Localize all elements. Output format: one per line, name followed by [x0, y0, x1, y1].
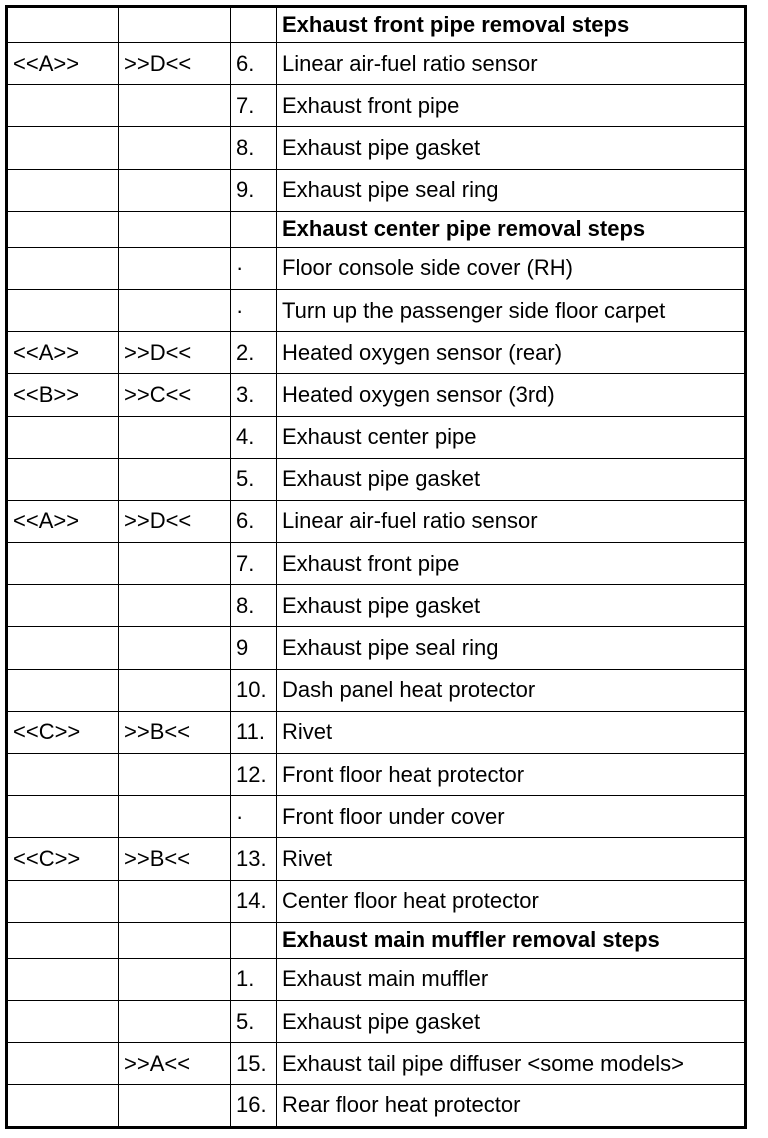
- step-number-cell: 10.: [231, 669, 277, 711]
- section-title: Exhaust center pipe removal steps: [277, 211, 746, 247]
- step-number-cell: 7.: [231, 543, 277, 585]
- table-row: [7, 1000, 746, 1042]
- section-title: Exhaust main muffler removal steps: [277, 922, 746, 958]
- table-row: [7, 711, 746, 753]
- step-description-cell: Dash panel heat protector: [277, 669, 746, 711]
- table-row: [7, 838, 746, 880]
- table-row: [7, 543, 746, 585]
- removal-ref-cell: [7, 1085, 119, 1127]
- table-row: [7, 169, 746, 211]
- removal-ref-cell: [7, 796, 119, 838]
- step-number-cell: [231, 7, 277, 43]
- table-row: [7, 585, 746, 627]
- step-description-cell: Exhaust pipe gasket: [277, 1000, 746, 1042]
- removal-ref-cell: [7, 127, 119, 169]
- step-description-cell: Rivet: [277, 838, 746, 880]
- removal-ref-cell: <<B>>: [7, 374, 119, 416]
- removal-ref-cell: <<A>>: [7, 43, 119, 85]
- step-description-cell: Linear air-fuel ratio sensor: [277, 500, 746, 542]
- step-number-cell: 5.: [231, 458, 277, 500]
- install-ref-cell: >>D<<: [119, 500, 231, 542]
- install-ref-cell: [119, 85, 231, 127]
- step-number-cell: 11.: [231, 711, 277, 753]
- step-number-cell: 2.: [231, 332, 277, 374]
- table-row: [7, 127, 746, 169]
- step-description-cell: Exhaust center pipe: [277, 416, 746, 458]
- section-title: Exhaust front pipe removal steps: [277, 7, 746, 43]
- table-row: [7, 43, 746, 85]
- removal-ref-cell: <<A>>: [7, 500, 119, 542]
- table-row: [7, 247, 746, 289]
- step-number-cell: 4.: [231, 416, 277, 458]
- removal-ref-cell: [7, 247, 119, 289]
- table-row: [7, 374, 746, 416]
- step-number-cell: 9: [231, 627, 277, 669]
- table-row: [7, 332, 746, 374]
- table-row: [7, 754, 746, 796]
- step-number-cell: 6.: [231, 43, 277, 85]
- step-description-cell: Floor console side cover (RH): [277, 247, 746, 289]
- step-description-cell: Exhaust tail pipe diffuser <some models>: [277, 1043, 746, 1085]
- install-ref-cell: >>D<<: [119, 43, 231, 85]
- table-row: [7, 669, 746, 711]
- step-description-cell: Heated oxygen sensor (3rd): [277, 374, 746, 416]
- removal-ref-cell: [7, 1043, 119, 1085]
- step-number-cell: [231, 922, 277, 958]
- table-row: [7, 1085, 746, 1127]
- install-ref-cell: [119, 289, 231, 331]
- table-row: [7, 500, 746, 542]
- section-header-row: [7, 7, 746, 43]
- step-description-cell: Exhaust pipe gasket: [277, 458, 746, 500]
- step-description-cell: Exhaust front pipe: [277, 543, 746, 585]
- install-ref-cell: >>D<<: [119, 332, 231, 374]
- install-ref-cell: [119, 458, 231, 500]
- section-header-row: [7, 922, 746, 958]
- removal-ref-cell: [7, 169, 119, 211]
- install-ref-cell: [119, 627, 231, 669]
- install-ref-cell: [119, 416, 231, 458]
- removal-ref-cell: [7, 543, 119, 585]
- removal-ref-cell: [7, 669, 119, 711]
- table-row: [7, 796, 746, 838]
- removal-ref-cell: [7, 627, 119, 669]
- step-description-cell: Exhaust pipe seal ring: [277, 627, 746, 669]
- install-ref-cell: >>B<<: [119, 711, 231, 753]
- install-ref-cell: [119, 543, 231, 585]
- table-row: [7, 458, 746, 500]
- step-number-cell: 7.: [231, 85, 277, 127]
- removal-ref-cell: [7, 1000, 119, 1042]
- removal-ref-cell: [7, 958, 119, 1000]
- removal-ref-cell: [7, 211, 119, 247]
- install-ref-cell: >>A<<: [119, 1043, 231, 1085]
- step-description-cell: Rear floor heat protector: [277, 1085, 746, 1127]
- removal-ref-cell: [7, 85, 119, 127]
- step-number-cell: ·: [231, 289, 277, 331]
- install-ref-cell: [119, 585, 231, 627]
- install-ref-cell: [119, 169, 231, 211]
- removal-ref-cell: [7, 585, 119, 627]
- step-number-cell: 8.: [231, 127, 277, 169]
- step-description-cell: Exhaust front pipe: [277, 85, 746, 127]
- removal-ref-cell: [7, 754, 119, 796]
- step-number-cell: 16.: [231, 1085, 277, 1127]
- step-number-cell: 3.: [231, 374, 277, 416]
- table-row: [7, 627, 746, 669]
- removal-ref-cell: [7, 416, 119, 458]
- install-ref-cell: [119, 247, 231, 289]
- step-number-cell: 8.: [231, 585, 277, 627]
- install-ref-cell: [119, 754, 231, 796]
- step-description-cell: Exhaust pipe seal ring: [277, 169, 746, 211]
- step-description-cell: Heated oxygen sensor (rear): [277, 332, 746, 374]
- install-ref-cell: >>C<<: [119, 374, 231, 416]
- install-ref-cell: [119, 796, 231, 838]
- install-ref-cell: [119, 922, 231, 958]
- table-row: [7, 416, 746, 458]
- step-description-cell: Exhaust pipe gasket: [277, 127, 746, 169]
- step-number-cell: 6.: [231, 500, 277, 542]
- step-number-cell: 12.: [231, 754, 277, 796]
- step-number-cell: 13.: [231, 838, 277, 880]
- step-number-cell: [231, 211, 277, 247]
- table-row: [7, 880, 746, 922]
- removal-ref-cell: [7, 880, 119, 922]
- step-description-cell: Front floor heat protector: [277, 754, 746, 796]
- step-number-cell: 14.: [231, 880, 277, 922]
- removal-steps-table: [5, 5, 747, 1129]
- removal-ref-cell: [7, 458, 119, 500]
- removal-ref-cell: [7, 7, 119, 43]
- install-ref-cell: [119, 1085, 231, 1127]
- table-body: [7, 7, 746, 1128]
- table-row: [7, 958, 746, 1000]
- step-description-cell: Exhaust main muffler: [277, 958, 746, 1000]
- section-header-row: [7, 211, 746, 247]
- table-row: [7, 85, 746, 127]
- table-row: [7, 1043, 746, 1085]
- install-ref-cell: [119, 669, 231, 711]
- step-description-cell: Rivet: [277, 711, 746, 753]
- removal-ref-cell: <<C>>: [7, 838, 119, 880]
- install-ref-cell: [119, 1000, 231, 1042]
- step-number-cell: 15.: [231, 1043, 277, 1085]
- table-row: [7, 289, 746, 331]
- install-ref-cell: >>B<<: [119, 838, 231, 880]
- removal-ref-cell: <<C>>: [7, 711, 119, 753]
- removal-ref-cell: [7, 289, 119, 331]
- removal-ref-cell: [7, 922, 119, 958]
- step-number-cell: 9.: [231, 169, 277, 211]
- step-number-cell: 5.: [231, 1000, 277, 1042]
- install-ref-cell: [119, 880, 231, 922]
- removal-ref-cell: <<A>>: [7, 332, 119, 374]
- step-description-cell: Front floor under cover: [277, 796, 746, 838]
- step-description-cell: Turn up the passenger side floor carpet: [277, 289, 746, 331]
- install-ref-cell: [119, 127, 231, 169]
- step-description-cell: Center floor heat protector: [277, 880, 746, 922]
- install-ref-cell: [119, 7, 231, 43]
- install-ref-cell: [119, 211, 231, 247]
- step-description-cell: Linear air-fuel ratio sensor: [277, 43, 746, 85]
- step-number-cell: ·: [231, 247, 277, 289]
- step-description-cell: Exhaust pipe gasket: [277, 585, 746, 627]
- step-number-cell: 1.: [231, 958, 277, 1000]
- step-number-cell: ·: [231, 796, 277, 838]
- install-ref-cell: [119, 958, 231, 1000]
